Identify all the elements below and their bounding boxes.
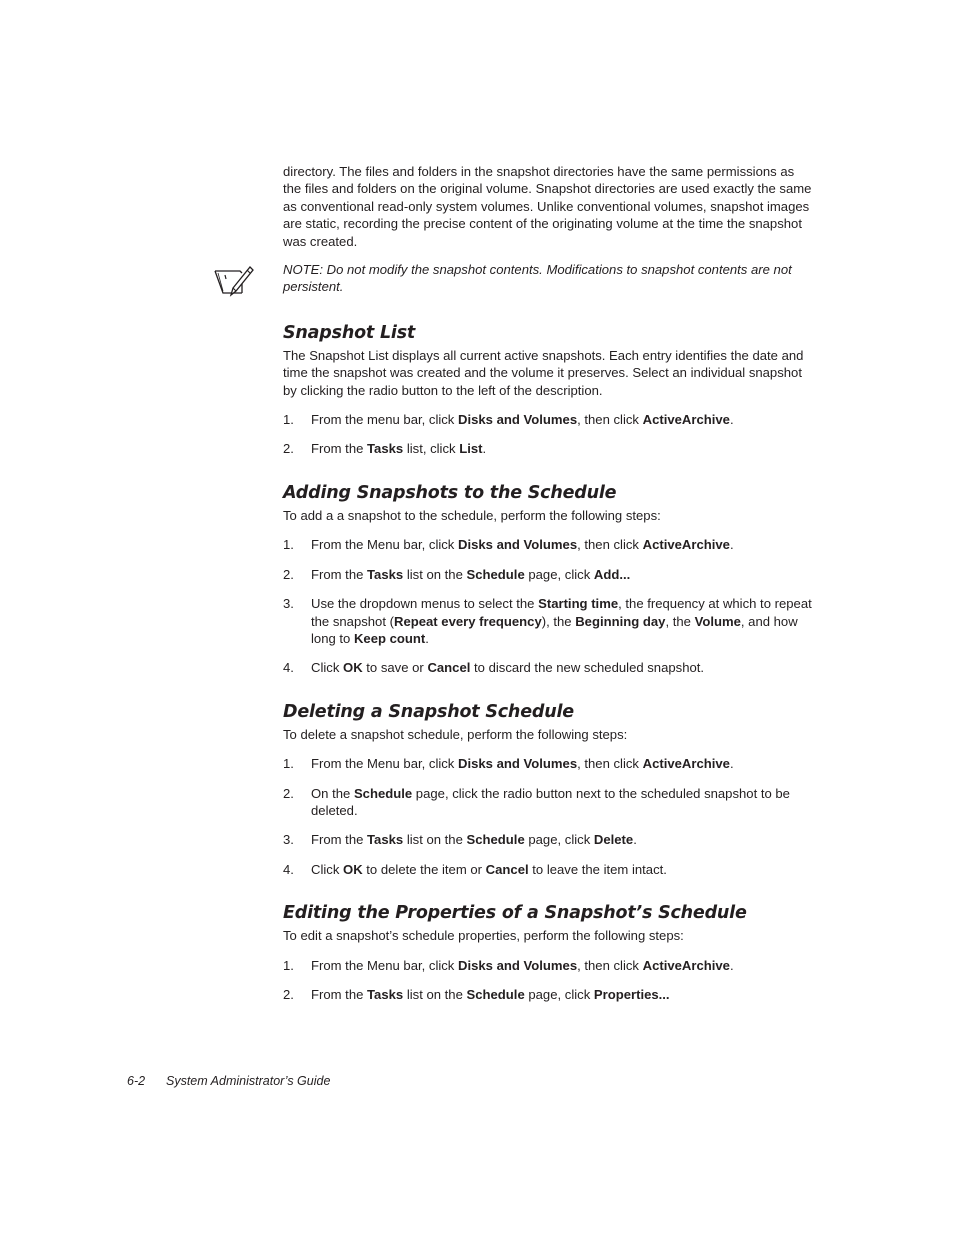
- step-item: [283, 785, 813, 820]
- step-ui-term: Beginning day: [575, 613, 666, 629]
- step-text: [311, 411, 813, 428]
- step-number: 3.: [283, 596, 294, 612]
- step-text-run: From the Menu bar, click: [311, 537, 458, 553]
- step-ui-term: OK: [343, 861, 363, 877]
- step-text-run: From the Menu bar, click: [311, 957, 458, 973]
- step-list: [283, 411, 813, 458]
- step-text-run: list, click: [403, 441, 460, 457]
- section-intro: To edit a snapshot’s schedule properties, perform the following steps:: [283, 928, 684, 944]
- step-number: 3.: [283, 832, 294, 848]
- step-ui-term: Disks and Volumes: [458, 756, 578, 772]
- step-text: [311, 595, 813, 647]
- step-number: 2.: [283, 441, 294, 457]
- step-number: 2.: [283, 785, 294, 801]
- step-text-run: page, click: [524, 986, 594, 1002]
- step-number: 2.: [283, 986, 294, 1002]
- step-item: [283, 440, 813, 457]
- step-item: [283, 411, 813, 428]
- step-item: [283, 595, 813, 647]
- step-ui-term: Repeat every frequency: [393, 613, 542, 629]
- intro-paragraph: directory. The files and folders in the snapshot directories have the same permissions as the files and folders on the original volume. Snapshot directories are used exactly the same as conventional read-only system volumes. Unlike conventional volumes, snapshot images are static, recording the precise content of the originating volume at the time the snapshot was created.: [283, 164, 812, 249]
- step-ui-term: Disks and Volumes: [458, 957, 578, 973]
- step-text: [311, 566, 813, 583]
- step-item: [283, 566, 813, 583]
- step-text-run: , then click: [577, 957, 643, 973]
- step-text-run: list on the: [403, 832, 467, 848]
- step-ui-term: Keep count: [353, 630, 426, 646]
- step-ui-term: Schedule: [353, 785, 413, 801]
- step-text-run: From the: [311, 566, 368, 582]
- step-text-run: page, click: [524, 566, 594, 582]
- step-ui-term: ActiveArchive: [642, 957, 730, 973]
- step-text-run: Use the dropdown menus to select the: [311, 596, 539, 612]
- step-text-run: , the: [665, 613, 695, 629]
- section-heading: Adding Snapshots to the Schedule: [283, 482, 617, 503]
- step-text-run: On the: [311, 785, 354, 801]
- step-list: [283, 957, 813, 1004]
- step-item: [283, 861, 813, 878]
- step-ui-term: ActiveArchive: [642, 412, 730, 428]
- step-text: [311, 986, 813, 1003]
- step-item: [283, 659, 813, 676]
- step-text: [311, 440, 813, 457]
- step-item: [283, 536, 813, 553]
- step-item: [283, 831, 813, 848]
- step-text-run: From the Menu bar, click: [311, 756, 458, 772]
- step-text-run: , then click: [577, 756, 643, 772]
- page-footer: [127, 1074, 330, 1088]
- step-ui-term: Disks and Volumes: [458, 412, 578, 428]
- step-text-run: , then click: [577, 412, 643, 428]
- step-ui-term: Cancel: [427, 660, 471, 676]
- step-ui-term: Starting time: [538, 596, 619, 612]
- step-text-run: .: [729, 957, 734, 973]
- section: [283, 482, 813, 677]
- section-intro: To delete a snapshot schedule, perform the following steps:: [283, 726, 628, 742]
- guide-title: System Administrator’s Guide: [166, 1074, 331, 1088]
- step-number: 1.: [283, 537, 294, 553]
- step-text-run: Click: [311, 861, 344, 877]
- step-text-run: .: [425, 630, 429, 646]
- step-text-run: From the menu bar, click: [311, 412, 458, 428]
- step-item: [283, 957, 813, 974]
- step-text-run: ), the: [541, 613, 576, 629]
- note-text: NOTE: Do not modify the snapshot contents. Modifications to snapshot contents are not persistent.: [283, 262, 792, 295]
- step-text-run: From the: [311, 832, 368, 848]
- step-text-run: .: [633, 832, 637, 848]
- section: [283, 322, 813, 458]
- step-text-run: to discard the new scheduled snapshot.: [470, 660, 705, 676]
- step-ui-term: Add...: [593, 566, 631, 582]
- step-number: 4.: [283, 861, 294, 877]
- step-text-run: , the frequency at which to repeat the snapshot (: [311, 596, 812, 629]
- step-number: 1.: [283, 756, 294, 772]
- step-text: [311, 831, 813, 848]
- step-number: 2.: [283, 566, 294, 582]
- page-content: [283, 163, 813, 1003]
- step-text-run: .: [729, 537, 734, 553]
- step-item: [283, 755, 813, 772]
- step-ui-term: Schedule: [466, 832, 525, 848]
- step-text: [311, 755, 813, 772]
- step-ui-term: Schedule: [466, 566, 525, 582]
- section-intro: To add a a snapshot to the schedule, perform the following steps:: [283, 507, 661, 523]
- step-ui-term: Disks and Volumes: [458, 537, 578, 553]
- step-text-run: From the: [311, 441, 368, 457]
- section-heading: Deleting a Snapshot Schedule: [283, 701, 574, 722]
- step-ui-term: Tasks: [367, 986, 404, 1002]
- section-heading: Editing the Properties of a Snapshot’s Schedule: [283, 903, 747, 924]
- step-ui-term: Delete: [593, 832, 634, 848]
- step-ui-term: OK: [343, 660, 363, 676]
- step-ui-term: Volume: [694, 613, 741, 629]
- step-ui-term: Tasks: [367, 832, 404, 848]
- step-text: [311, 536, 813, 553]
- step-text-run: to leave the item intact.: [528, 861, 667, 877]
- step-text-run: .: [729, 412, 734, 428]
- step-list: [283, 536, 813, 676]
- step-text-run: .: [729, 756, 734, 772]
- step-text-run: page, click: [524, 832, 594, 848]
- step-ui-term: ActiveArchive: [642, 537, 730, 553]
- section: [283, 701, 813, 878]
- step-text-run: From the: [311, 986, 368, 1002]
- step-text: [311, 861, 813, 878]
- step-list: [283, 755, 813, 878]
- step-ui-term: Properties...: [593, 986, 670, 1002]
- step-text-run: Click: [311, 660, 344, 676]
- note-pencil-icon: [212, 263, 254, 301]
- step-ui-term: Tasks: [367, 566, 404, 582]
- section-heading: Snapshot List: [283, 322, 416, 343]
- section: [283, 902, 813, 1003]
- step-text-run: to delete the item or: [362, 861, 486, 877]
- step-text-run: .: [482, 441, 487, 457]
- step-text-run: , then click: [577, 537, 643, 553]
- step-number: 1.: [283, 957, 294, 973]
- step-text-run: to save or: [362, 660, 428, 676]
- step-text: [311, 957, 813, 974]
- page-number: 6-2: [127, 1074, 146, 1088]
- step-text-run: page, click the radio button next to the scheduled snapshot to be deleted.: [311, 785, 790, 818]
- step-ui-term: List: [459, 441, 483, 457]
- step-text: [311, 785, 813, 820]
- step-number: 1.: [283, 412, 294, 428]
- step-text: [311, 659, 813, 676]
- step-number: 4.: [283, 660, 294, 676]
- step-ui-term: Tasks: [367, 441, 404, 457]
- step-ui-term: ActiveArchive: [642, 756, 730, 772]
- step-item: [283, 986, 813, 1003]
- step-ui-term: Cancel: [485, 861, 529, 877]
- sections-container: [283, 322, 813, 1004]
- step-text-run: list on the: [403, 986, 467, 1002]
- section-intro: The Snapshot List displays all current active snapshots. Each entry identifies the date and time the snapshot was created and the volume it preserves. Select an individual snapshot by clicking the radio button to the left of the description.: [283, 347, 804, 398]
- step-ui-term: Schedule: [466, 986, 525, 1002]
- step-text-run: , and how long to: [311, 613, 798, 646]
- step-text-run: list on the: [403, 566, 467, 582]
